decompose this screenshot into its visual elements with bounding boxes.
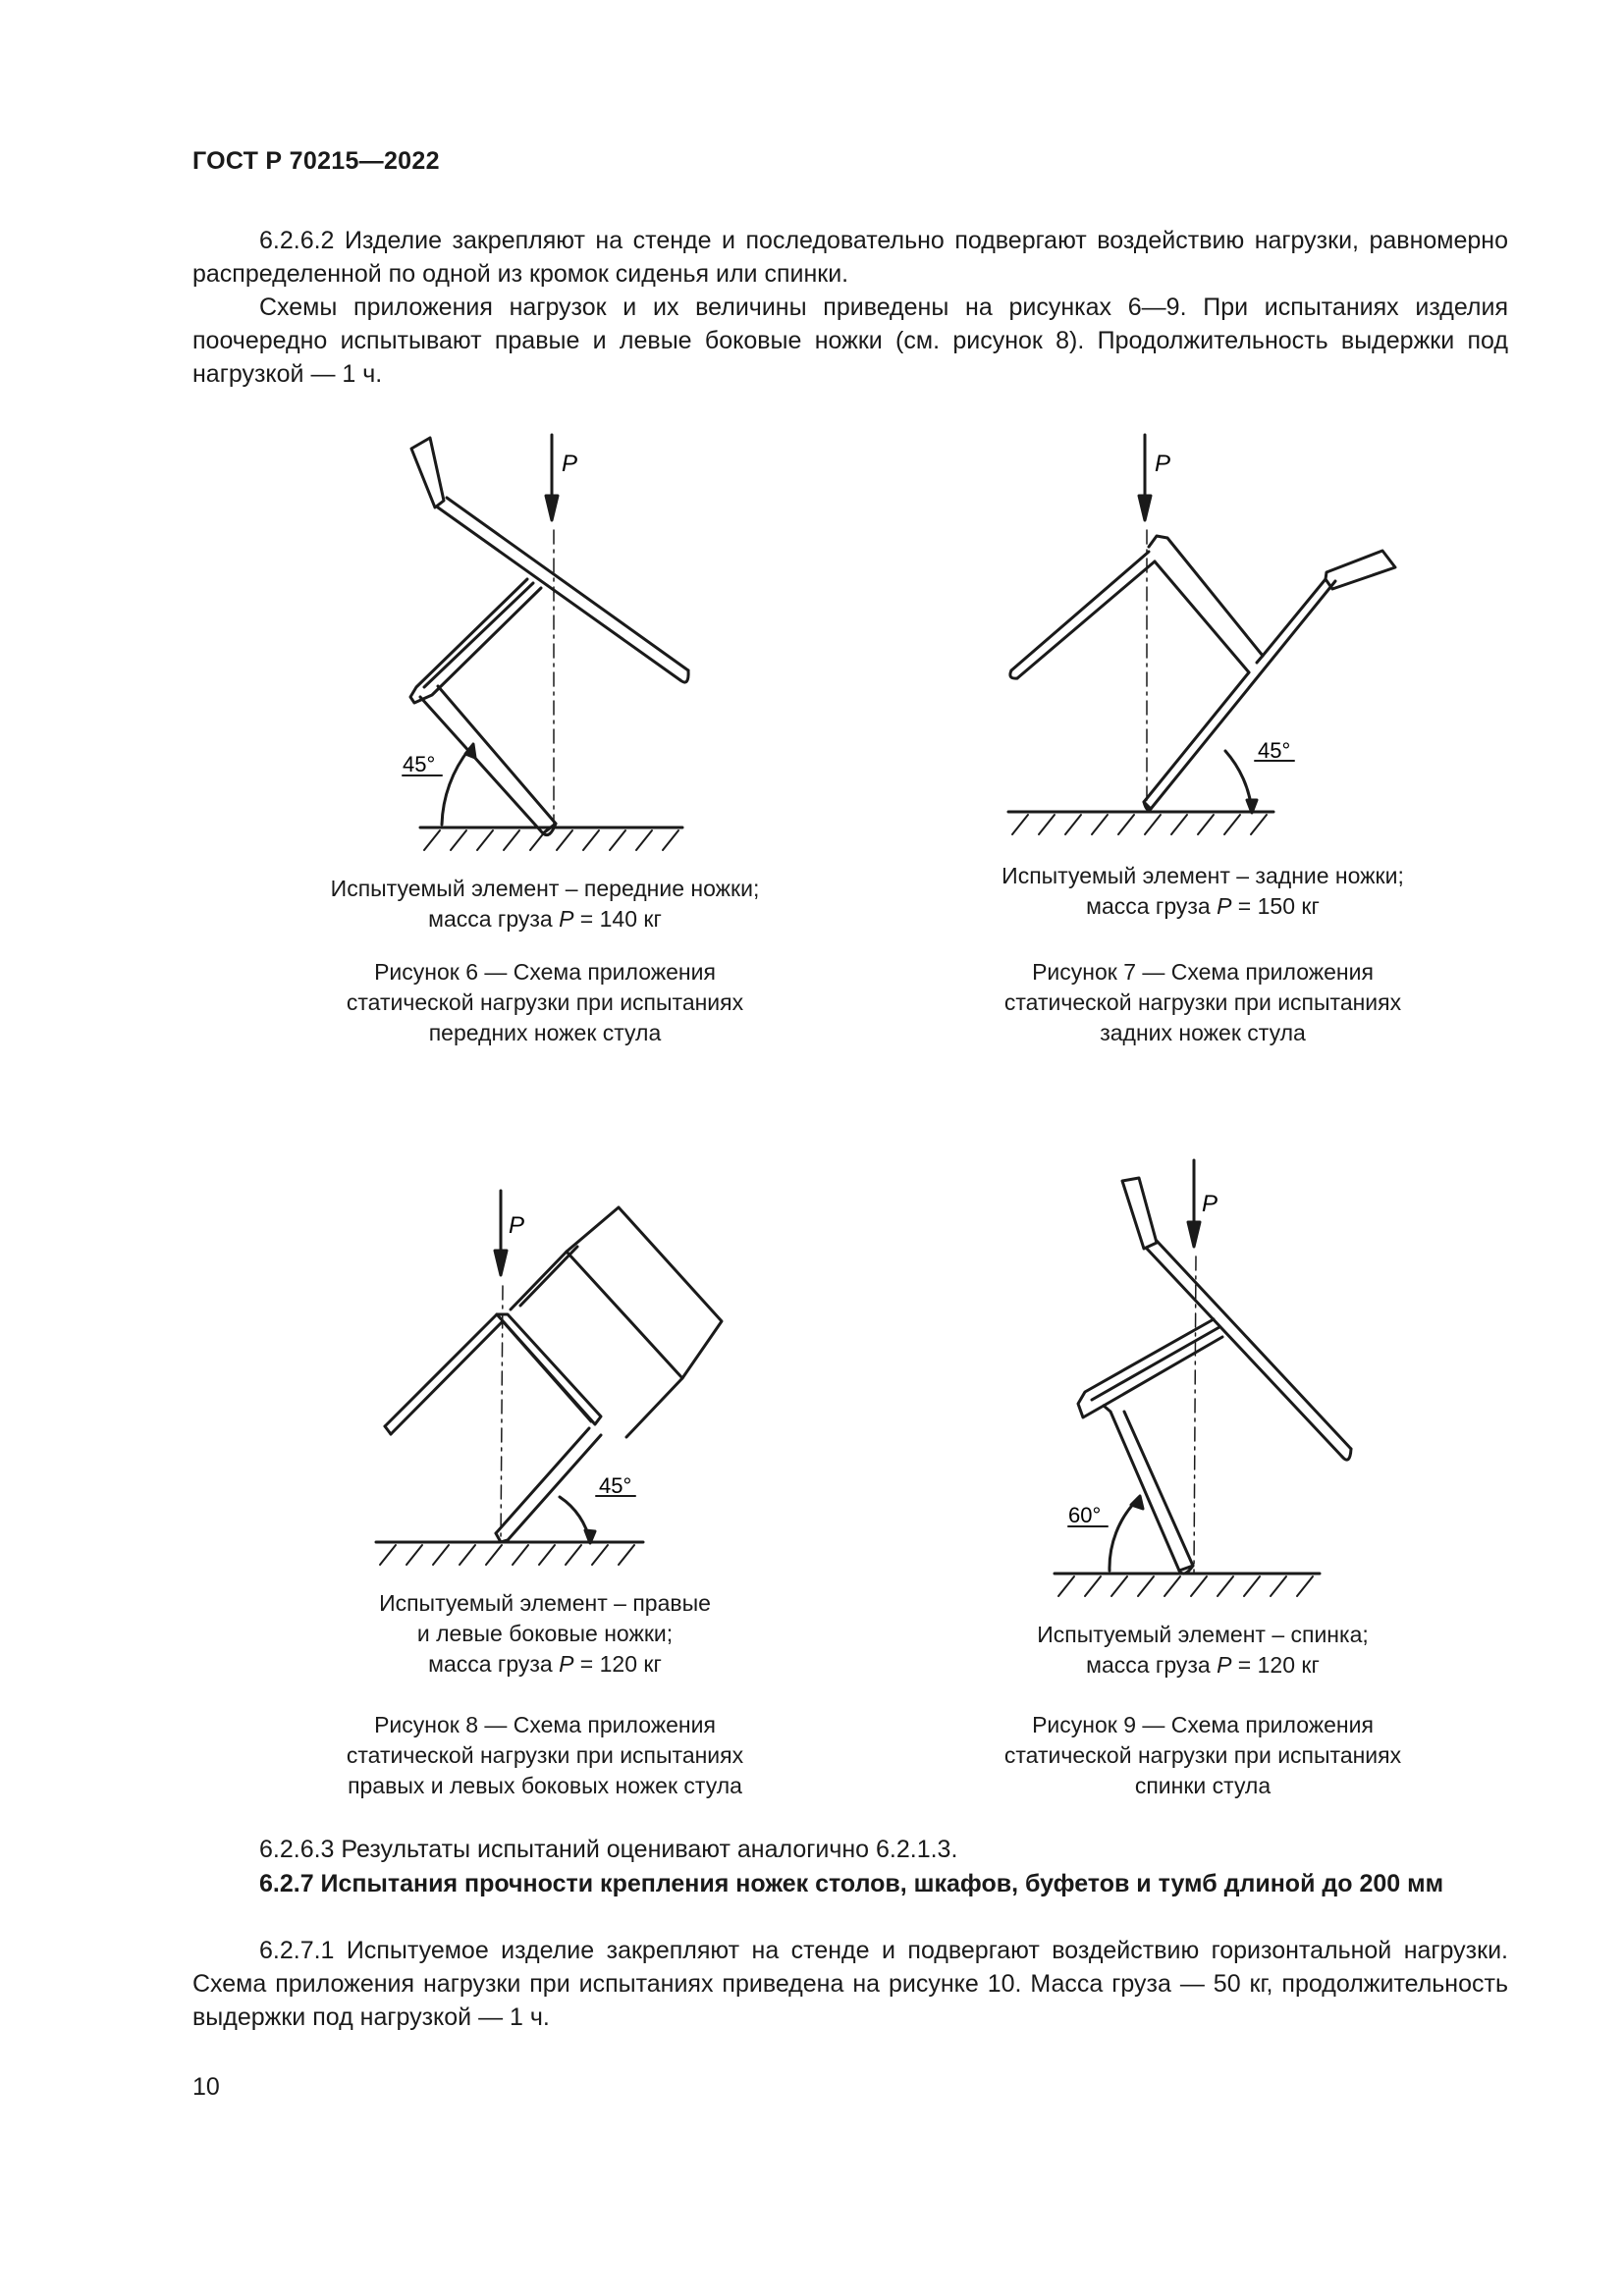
- document-header: ГОСТ Р 70215—2022: [192, 147, 440, 175]
- test-element-text: Испытуемый элемент – передние ножки;: [330, 876, 760, 901]
- load-mass-line: масса груза P = 140 кг: [428, 906, 662, 932]
- figure-9-test-element: [943, 1620, 1463, 1681]
- paragraph-text: 6.2.7.1 Испытуемое изделие закрепляют на стенде и подвергают воздействию горизонтальной нагрузки. Схема приложения нагрузки при испытаниях приведена на рисунке 10. Масса груза — 50 кг, продолжительность выдержки под нагрузкой — 1 ч.: [192, 1937, 1508, 2031]
- paragraph-6-2-6-3: [192, 1833, 1508, 1866]
- test-element-text: Испытуемый элемент – спинка;: [1037, 1622, 1369, 1647]
- caption-line: передних ножек стула: [428, 1020, 662, 1045]
- paragraph-text: 6.2.6.3 Результаты испытаний оценивают аналогично 6.2.1.3.: [259, 1836, 958, 1863]
- paragraph-text: Схемы приложения нагрузок и их величины приведены на рисунках 6—9. При испытаниях изделия поочередно испытывают правые и левые боковые ножки (см. рисунок 8). Продолжительность выдержки под нагрузкой — 1 ч.: [192, 294, 1508, 388]
- figure-9-caption: [943, 1710, 1463, 1801]
- heading-text: 6.2.7 Испытания прочности крепления ножек столов, шкафов, буфетов и тумб длиной до 200 мм: [259, 1870, 1444, 1897]
- load-label: P: [509, 1212, 525, 1239]
- caption-line: спинки стула: [1134, 1773, 1272, 1798]
- caption-line: задних ножек стула: [1100, 1020, 1306, 1045]
- load-label: P: [1155, 451, 1171, 477]
- centerline: [1194, 1256, 1196, 1574]
- caption-line: статической нагрузки при испытаниях: [346, 1742, 744, 1768]
- caption-line: статической нагрузки при испытаниях: [1003, 1742, 1402, 1768]
- load-mass-line: масса груза P = 150 кг: [1086, 893, 1320, 919]
- section-heading-6-2-7: [192, 1867, 1508, 1900]
- caption-line: Рисунок 7 — Схема приложения: [1032, 959, 1374, 985]
- chair-back-tilted: [1078, 1178, 1351, 1574]
- load-label: P: [1202, 1191, 1218, 1217]
- test-element-text: Испытуемый элемент – правые: [379, 1590, 711, 1616]
- load-mass-line: масса груза P = 120 кг: [1086, 1652, 1320, 1678]
- load-arrowhead: [1188, 1222, 1200, 1247]
- ground-hatching: [1058, 1576, 1313, 1596]
- angle-label: 45°: [1258, 738, 1291, 763]
- load-mass-line: масса груза P = 120 кг: [428, 1651, 662, 1677]
- paragraph-text: 6.2.6.2 Изделие закрепляют на стенде и последовательно подвергают воздействию нагрузки, равномерно распределенной по одной из кромок сиденья или спинки.: [192, 227, 1508, 288]
- caption-line: Рисунок 6 — Схема приложения: [374, 959, 716, 985]
- load-label: P: [562, 451, 578, 477]
- paragraph-6-2-7-1: [192, 1934, 1508, 2034]
- caption-line: правых и левых боковых ножек стула: [348, 1773, 742, 1798]
- caption-line: Рисунок 9 — Схема приложения: [1032, 1712, 1374, 1737]
- caption-line: статической нагрузки при испытаниях: [346, 989, 744, 1015]
- angle-label: 45°: [403, 752, 436, 776]
- test-element-text: и левые боковые ножки;: [416, 1621, 674, 1646]
- angle-arc: [1110, 1500, 1137, 1571]
- angle-label: 60°: [1068, 1503, 1102, 1527]
- test-element-text: Испытуемый элемент – задние ножки;: [1001, 863, 1404, 888]
- caption-line: статической нагрузки при испытаниях: [1003, 989, 1402, 1015]
- angle-label: 45°: [599, 1473, 632, 1498]
- caption-line: Рисунок 8 — Схема приложения: [374, 1712, 716, 1737]
- page-number: 10: [192, 2073, 220, 2101]
